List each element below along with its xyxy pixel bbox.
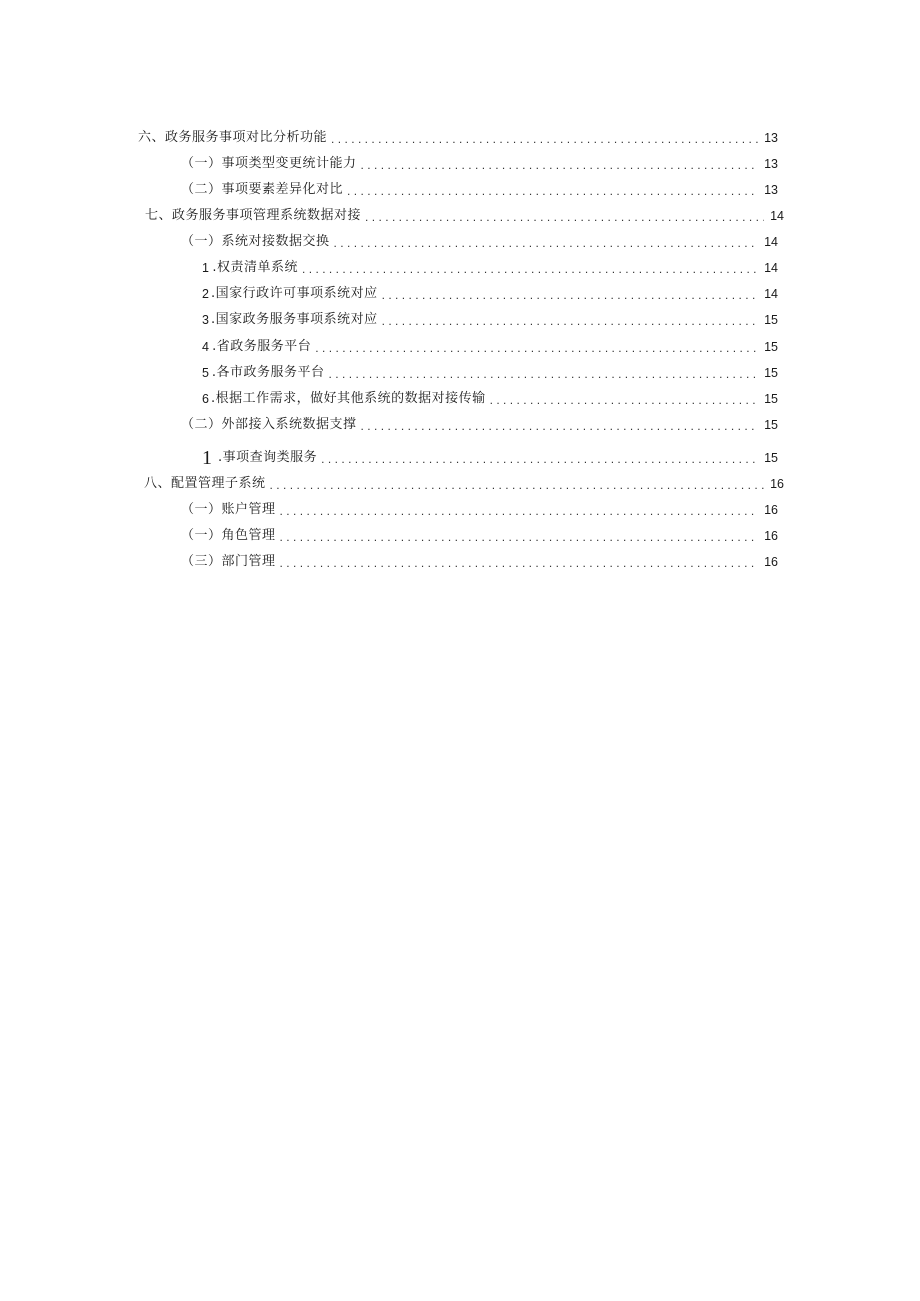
dot-leader — [361, 156, 759, 174]
toc-page-number: 14 — [764, 287, 778, 301]
toc-entry-title: .权责清单系统 — [212, 260, 298, 275]
toc-page-number: 14 — [770, 209, 784, 223]
toc-entry-number: 3 — [202, 313, 209, 327]
toc-entry-7-1-1[interactable] — [202, 258, 778, 278]
dot-leader — [270, 476, 765, 494]
toc-entry-7-2-1[interactable] — [202, 448, 778, 468]
toc-entry-title: （三）部门管理 — [181, 554, 276, 569]
dot-leader — [365, 208, 764, 226]
toc-entry-title: .各市政务服务平台 — [211, 365, 325, 380]
toc-entry-7-1-2[interactable] — [202, 284, 778, 304]
toc-entry-number: 1 — [202, 447, 212, 469]
toc-page-number: 13 — [764, 157, 778, 171]
toc-entry-6-1[interactable] — [181, 154, 778, 174]
dot-leader — [329, 365, 759, 383]
toc-entry-title: （二）事项要素差异化对比 — [181, 182, 344, 197]
toc-entry-8-2[interactable] — [181, 526, 778, 546]
toc-entry-title: （一）事项类型变更统计能力 — [181, 156, 357, 171]
dot-leader — [347, 182, 758, 200]
toc-entry-7-1-4[interactable] — [202, 337, 778, 357]
toc-page-number: 16 — [770, 477, 784, 491]
toc-entry-number: 2 — [202, 287, 209, 301]
toc-page-number: 15 — [764, 392, 778, 406]
dot-leader — [334, 234, 759, 252]
toc-entry-6-2[interactable] — [181, 180, 778, 200]
toc-entry-7-1-3[interactable] — [202, 310, 778, 330]
toc-page-number: 16 — [764, 555, 778, 569]
toc-entry-title: （一）系统对接数据交换 — [181, 234, 330, 249]
toc-entry-6[interactable] — [138, 128, 778, 148]
toc-page-number: 15 — [764, 366, 778, 380]
dot-leader — [331, 130, 758, 148]
toc-entry-number: 1 — [202, 261, 209, 275]
toc-entry-title: 七、政务服务事项管理系统数据对接 — [145, 208, 362, 223]
toc-entry-title: .根据工作需求，做好其他系统的数据对接传输 — [210, 391, 486, 406]
toc-entry-7-2[interactable] — [181, 415, 778, 435]
toc-entry-title: .国家行政许可事项系统对应 — [210, 286, 378, 301]
dot-leader — [321, 450, 758, 468]
dot-leader — [382, 312, 759, 330]
toc-page-number: 15 — [764, 451, 778, 465]
toc-page-number: 15 — [764, 418, 778, 432]
toc-entry-number: 6 — [202, 392, 209, 406]
toc-entry-title: （一）角色管理 — [181, 528, 276, 543]
toc-entry-number: 5 — [202, 366, 209, 380]
dot-leader — [302, 260, 758, 278]
toc-entry-7-1[interactable] — [181, 232, 778, 252]
toc-page-number: 13 — [764, 183, 778, 197]
toc-entry-number: 4 — [202, 340, 209, 354]
dot-leader — [490, 391, 759, 409]
toc-entry-8-3[interactable] — [181, 552, 778, 572]
toc-entry-title: .国家政务服务事项系统对应 — [210, 312, 378, 327]
toc-entry-8[interactable] — [144, 474, 784, 494]
dot-leader — [280, 554, 759, 572]
toc-entry-7-1-6[interactable] — [202, 389, 778, 409]
toc-page-number: 13 — [764, 131, 778, 145]
toc-entry-title: （二）外部接入系统数据支撑 — [181, 417, 357, 432]
toc-entry-7-1-5[interactable] — [202, 363, 778, 383]
toc-entry-title: .事项查询类服务 — [218, 450, 318, 465]
toc-page-number: 14 — [764, 261, 778, 275]
toc-entry-7[interactable] — [145, 206, 784, 226]
toc-page-number: 15 — [764, 340, 778, 354]
dot-leader — [280, 502, 759, 520]
toc-page-number: 14 — [764, 235, 778, 249]
dot-leader — [315, 339, 758, 357]
dot-leader — [361, 417, 759, 435]
dot-leader — [382, 286, 759, 304]
toc-entry-title: （一）账户管理 — [181, 502, 276, 517]
toc-page-number: 15 — [764, 313, 778, 327]
toc-page-number: 16 — [764, 503, 778, 517]
toc-page-number: 16 — [764, 529, 778, 543]
toc-entry-title: 八、配置管理子系统 — [144, 476, 266, 491]
toc-entry-8-1[interactable] — [181, 500, 778, 520]
dot-leader — [280, 528, 759, 546]
toc-entry-title: .省政务服务平台 — [212, 339, 312, 354]
toc-entry-title: 六、政务服务事项对比分析功能 — [138, 130, 328, 145]
